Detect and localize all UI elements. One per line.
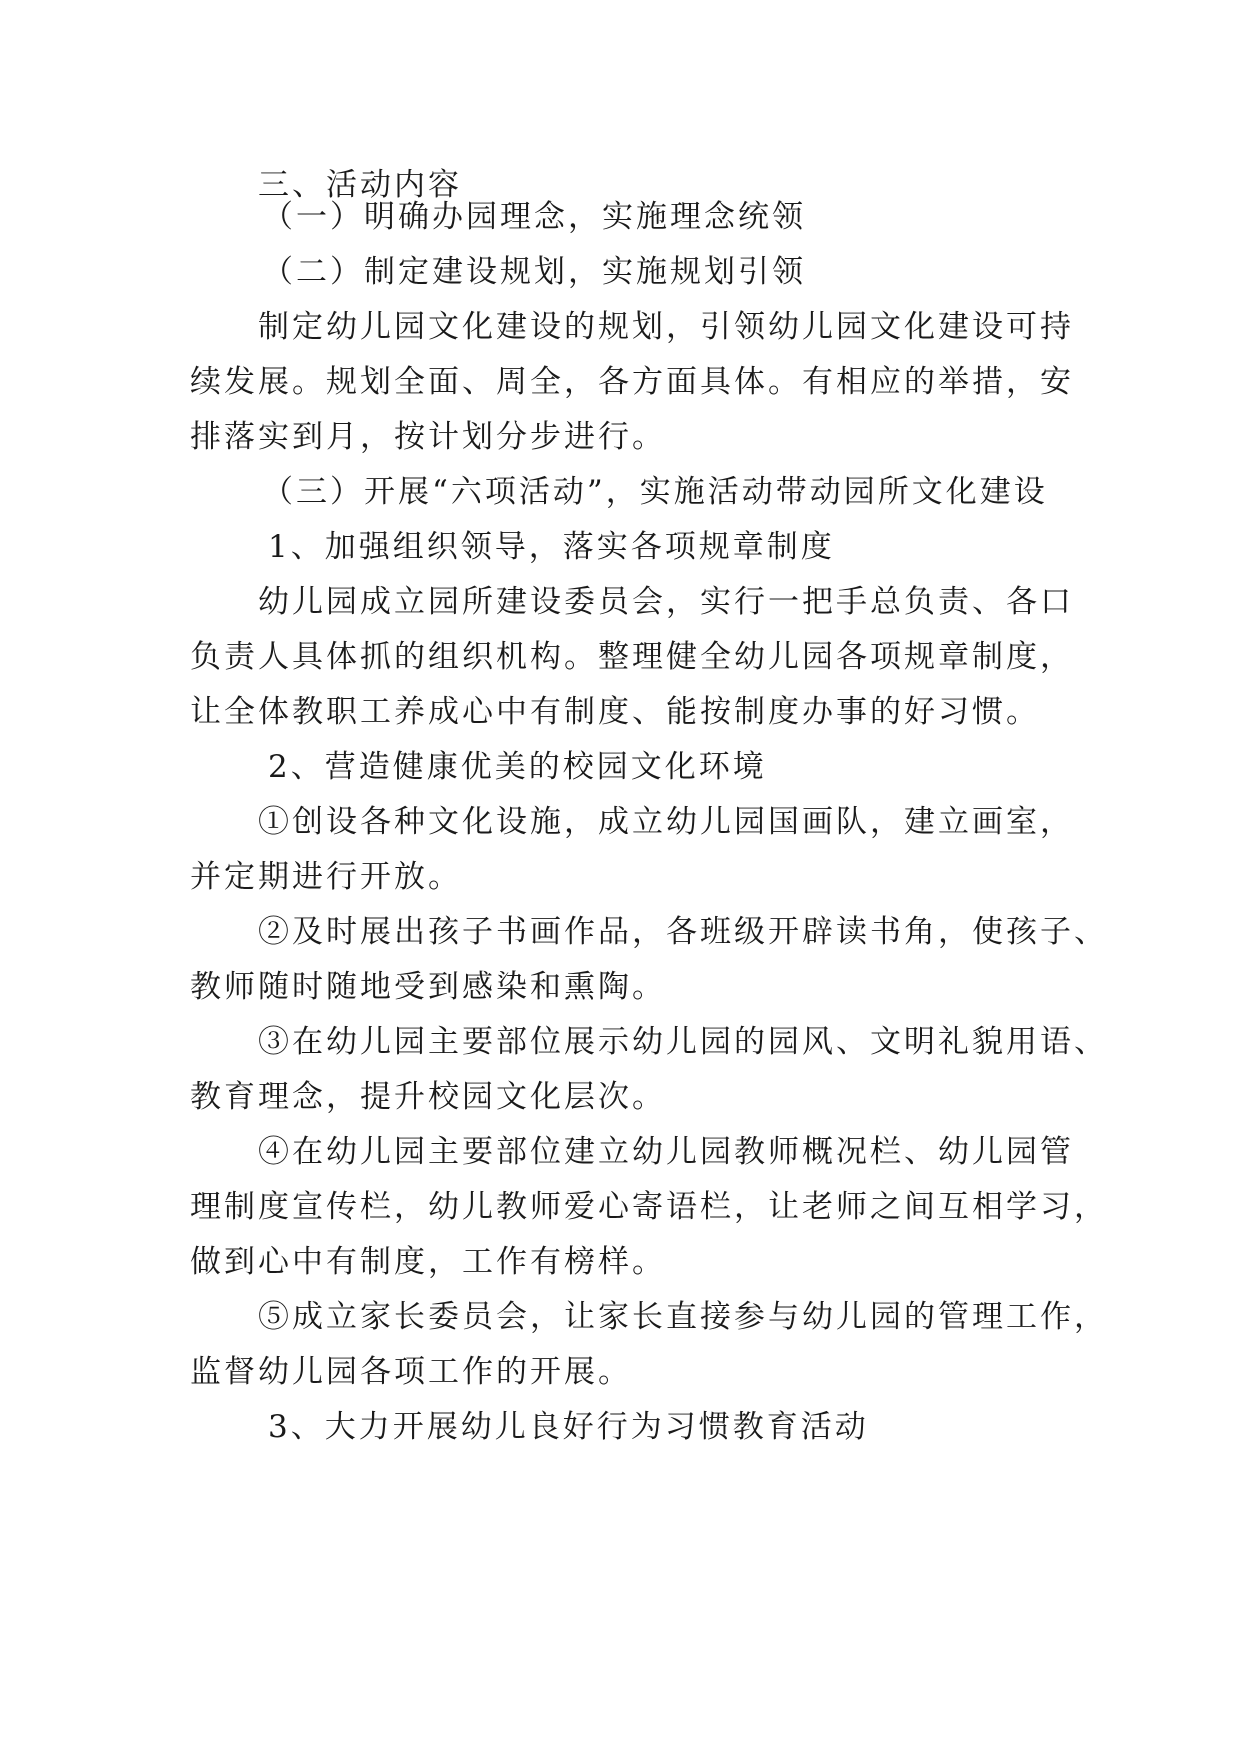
paragraph-line: 幼儿园成立园所建设委员会，实行一把手总负责、各口 bbox=[258, 584, 1074, 620]
paragraph-line: 让全体教职工养成心中有制度、能按制度办事的好习惯。 bbox=[190, 694, 1040, 730]
item-heading-2: 2、营造健康优美的校园文化环境 bbox=[268, 749, 767, 785]
item-heading-3: 3、大力开展幼儿良好行为习惯教育活动 bbox=[268, 1409, 869, 1445]
paragraph-line: 排落实到月，按计划分步进行。 bbox=[190, 419, 666, 455]
subheading-three: （三）开展“六项活动”，实施活动带动园所文化建设 bbox=[262, 474, 1048, 510]
subheading-one: （一）明确办园理念，实施理念统领 bbox=[262, 199, 806, 235]
list-item-circled-5: ⑤成立家长委员会，让家长直接参与幼儿园的管理工作， bbox=[258, 1299, 1108, 1335]
list-item-circled-3: ③在幼儿园主要部位展示幼儿园的园风、文明礼貌用语、 bbox=[258, 1024, 1108, 1060]
paragraph-line: 制定幼儿园文化建设的规划，引领幼儿园文化建设可持 bbox=[258, 309, 1074, 345]
paragraph-line: 教育理念，提升校园文化层次。 bbox=[190, 1079, 666, 1115]
section-heading-activities: 三、活动内容 bbox=[258, 167, 462, 203]
subheading-two: （二）制定建设规划，实施规划引领 bbox=[262, 254, 806, 290]
paragraph-line: 续发展。规划全面、周全，各方面具体。有相应的举措，安 bbox=[190, 364, 1074, 400]
paragraph-line: 并定期进行开放。 bbox=[190, 859, 462, 895]
list-item-circled-2: ②及时展出孩子书画作品，各班级开辟读书角，使孩子、 bbox=[258, 914, 1108, 950]
paragraph-line: 监督幼儿园各项工作的开展。 bbox=[190, 1354, 632, 1390]
paragraph-line: 做到心中有制度，工作有榜样。 bbox=[190, 1244, 666, 1280]
item-heading-1: 1、加强组织领导，落实各项规章制度 bbox=[268, 529, 835, 565]
paragraph-line: 负责人具体抓的组织机构。整理健全幼儿园各项规章制度， bbox=[190, 639, 1074, 675]
paragraph-line: 理制度宣传栏，幼儿教师爱心寄语栏，让老师之间互相学习， bbox=[190, 1189, 1108, 1225]
list-item-circled-1: ①创设各种文化设施，成立幼儿园国画队，建立画室， bbox=[258, 804, 1074, 840]
list-item-circled-4: ④在幼儿园主要部位建立幼儿园教师概况栏、幼儿园管 bbox=[258, 1134, 1074, 1170]
paragraph-line: 教师随时随地受到感染和熏陶。 bbox=[190, 969, 666, 1005]
